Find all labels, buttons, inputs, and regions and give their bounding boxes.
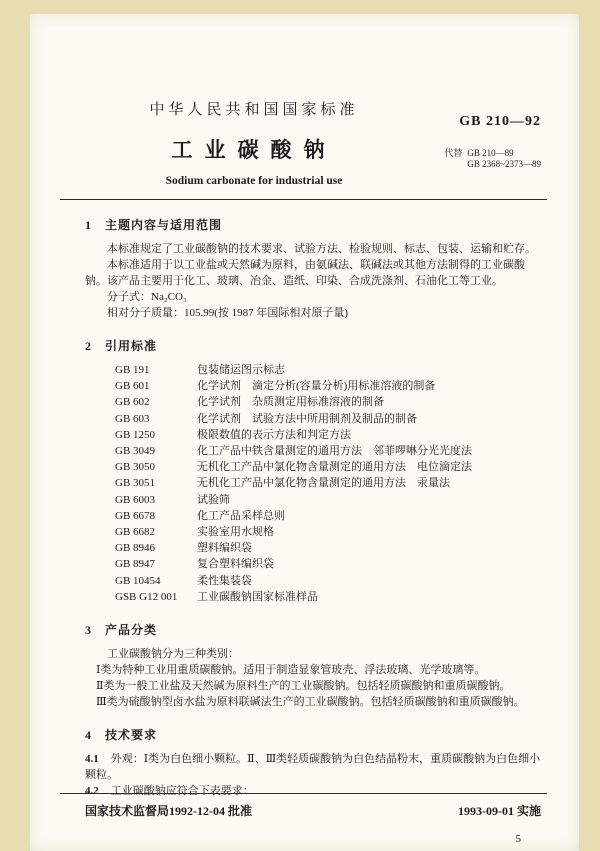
replaces-line-1: GB 210—89 (467, 148, 514, 158)
reference-item (115, 362, 541, 378)
section-classification (85, 621, 541, 710)
document-title-english: Sodium carbonate for industrial use (165, 175, 343, 187)
clause-text: 工业碳酸钠应符合下表要求： (110, 785, 254, 798)
reference-code: GB 8947 (115, 558, 156, 571)
reference-item (115, 459, 541, 475)
molecular-mass-line: 相对分子质量：105.99(按 1987 年国际相对原子量) (107, 307, 349, 319)
reference-code: GB 3049 (115, 445, 156, 458)
reference-code: GB 8946 (115, 542, 156, 555)
replaces-line-2: GB 2368~2373—89 (467, 159, 541, 169)
reference-item (115, 573, 541, 589)
reference-code: GB 3050 (115, 461, 156, 474)
reference-code: GB 602 (115, 396, 150, 409)
class-2-description: Ⅱ类为一般工业盐及天然碱为原料生产的工业碳酸钠。包括轻质碳酸钠和重质碳酸钠。 (96, 680, 511, 693)
clause-text: 外观：Ⅰ类为白色细小颗粒。Ⅱ、Ⅲ类轻质碳酸钠为白色结晶粉末，重质碳酸钠为白色细小颗粒。 (85, 753, 541, 782)
reference-item (115, 475, 541, 491)
clause-number: 4.1 (85, 753, 99, 766)
reference-item (115, 492, 541, 508)
document-title: 工业碳酸钠 (171, 138, 337, 162)
reference-item (115, 589, 541, 605)
clause-number: 4.2 (85, 785, 99, 798)
reference-title: 实验室用水规格 (197, 526, 274, 539)
reference-title: 化学试剂 滴定分析(容量分析)用标准溶液的制备 (197, 380, 436, 393)
reference-title: 包装储运图示标志 (197, 364, 285, 376)
reference-item (115, 443, 541, 459)
reference-item (115, 556, 541, 572)
reference-code: GB 191 (115, 364, 150, 376)
replaces-lines (467, 148, 541, 170)
footer-divider (60, 793, 547, 794)
section-scope (85, 216, 541, 321)
reference-title: 极限数值的表示方法和判定方法 (197, 428, 351, 441)
reference-title: 柔性集装袋 (197, 574, 252, 587)
reference-code: GSB G12 001 (115, 590, 178, 603)
footer-row (85, 802, 541, 819)
section-4-heading: 4 技术要求 (85, 728, 158, 743)
standard-number: GB 210—92 (459, 114, 541, 129)
standard-org-title: 中华人民共和国国家标准 (149, 102, 359, 118)
section-1-heading: 1 主题内容与适用范围 (85, 218, 223, 232)
replaces-block (444, 148, 541, 170)
reference-code: GB 6678 (115, 509, 156, 522)
reference-title: 工业碳酸钠国家标准样品 (197, 590, 318, 603)
reference-code: GB 6682 (115, 526, 156, 539)
section-3-heading: 3 产品分类 (85, 623, 158, 638)
reference-title: 无机化工产品中氯化物含量测定的通用方法 电位滴定法 (197, 461, 472, 474)
reference-item (115, 508, 541, 524)
molecular-formula-line: 分子式：Na₂CO₃ (107, 291, 187, 303)
reference-item (115, 378, 541, 394)
requirement-4-1 (85, 751, 541, 783)
reference-code: GB 1250 (115, 428, 156, 441)
replaces-label: 代替 (444, 148, 463, 158)
scope-paragraph-2: 本标准适用于以工业盐或天然碱为原料，由氨碱法、联碱法或其他方法制得的工业碳酸钠。该产品主要用于化工、玻璃、冶金、造纸、印染、合成洗涤剂、石油化工等工业。 (85, 259, 525, 287)
classification-intro: 工业碳酸钠分为三种类别： (107, 648, 239, 661)
reference-code: GB 6003 (115, 493, 156, 506)
page-number: 5 (515, 833, 521, 845)
class-1-description: Ⅰ类为特种工业用重质碳酸钠。适用于制造显象管玻壳、浮法玻璃、光学玻璃等。 (96, 664, 486, 677)
approval-info: 国家技术监督局1992-12-04 批准 (85, 804, 252, 818)
reference-item (115, 540, 541, 556)
reference-title: 化学试剂 杂质测定用标准溶液的制备 (197, 396, 384, 409)
document-header (85, 98, 541, 187)
header-title-block (85, 98, 423, 187)
section-2-heading: 2 引用标准 (85, 339, 158, 353)
reference-code: GB 3051 (115, 477, 156, 490)
reference-item (115, 524, 541, 540)
reference-item (115, 394, 541, 410)
scope-paragraph-1: 本标准规定了工业碳酸钠的技术要求、试验方法、检验规则、标志、包装、运输和贮存。 (107, 243, 536, 255)
reference-title: 塑料编织袋 (197, 542, 252, 555)
section-technical-requirements (85, 726, 541, 799)
section-references (85, 337, 541, 605)
reference-item (115, 411, 541, 427)
reference-title: 复合塑料编织袋 (197, 558, 274, 571)
class-3-description: Ⅲ类为硫酸钠型卤水盐为原料联碱法生产的工业碳酸钠。包括轻质碳酸钠和重质碳酸钠。 (96, 696, 525, 709)
reference-code: GB 603 (115, 412, 150, 425)
implementation-date: 1993-09-01 实施 (458, 804, 541, 818)
reference-title: 化工产品采样总则 (197, 509, 285, 522)
reference-code: GB 10454 (115, 574, 161, 587)
document-footer (85, 793, 541, 819)
reference-list (115, 362, 541, 605)
reference-title: 化学试剂 试验方法中所用制剂及制品的制备 (197, 412, 417, 425)
reference-title: 化工产品中铁含量测定的通用方法 邻菲啰啉分光光度法 (197, 445, 472, 458)
reference-title: 试验筛 (197, 493, 230, 506)
document-page (30, 14, 579, 851)
header-divider (60, 199, 547, 200)
reference-code: GB 601 (115, 380, 150, 393)
reference-title: 无机化工产品中氯化物含量测定的通用方法 汞量法 (197, 477, 450, 490)
reference-item (115, 427, 541, 443)
